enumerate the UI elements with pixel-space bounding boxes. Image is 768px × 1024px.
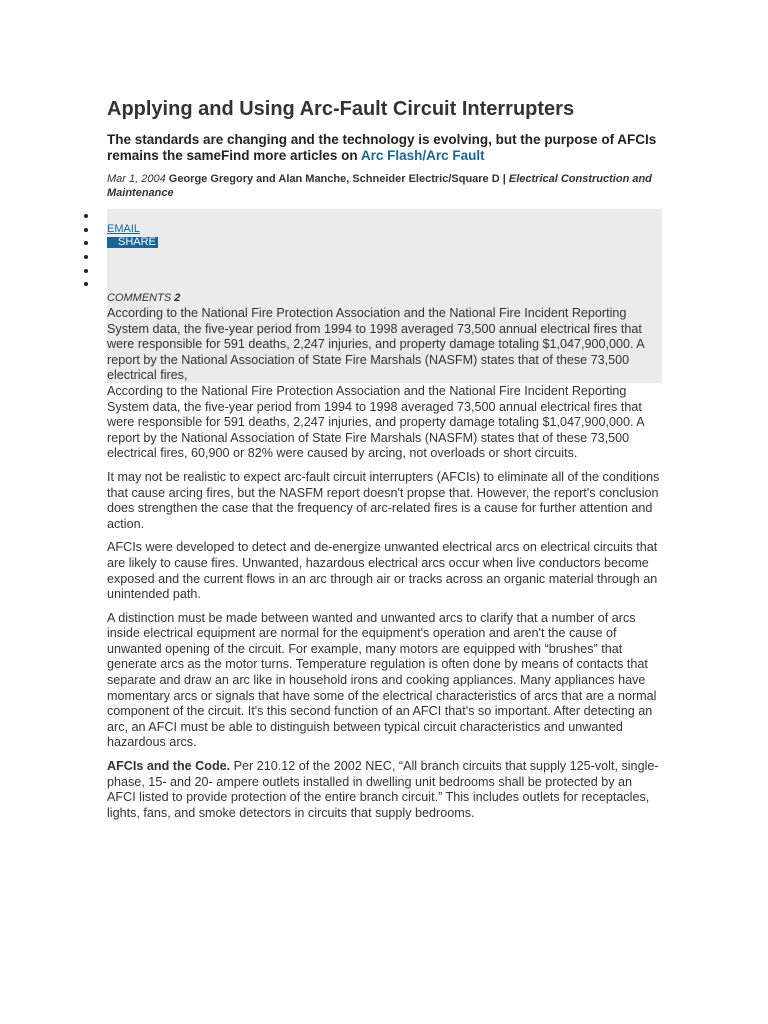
share-tool-item: [84, 209, 284, 223]
byline: [107, 172, 662, 200]
section-heading: AFCIs and the Code.: [107, 759, 231, 774]
article-header: [107, 96, 662, 210]
bullet-icon: [84, 228, 88, 232]
article-title: Applying and Using Arc-Fault Circuit Interrupters: [107, 98, 575, 120]
comments-number: 2: [174, 292, 181, 304]
article-paragraph: It may not be realistic to expect arc-fault circuit interrupters (AFCIs) to eliminate all of the conditions that cause arcing fires, but the NASFM report doesn't propse that. However, the report's conclusion does strengthen the case that the frequency of arc-related fires is a cause for further attention and action.: [107, 469, 660, 531]
authors: George Gregory and Alan Manche, Schneider Electric/Square D |: [168, 173, 506, 185]
email-link[interactable]: EMAIL: [107, 222, 141, 235]
share-tool-item: [84, 223, 284, 237]
bullet-icon: [84, 255, 88, 259]
share-tools-list: [84, 209, 284, 291]
share-tool-item: [84, 236, 284, 250]
comments-label: COMMENTS: [107, 292, 172, 304]
deck-text: The standards are changing and the technology is evolving, but the purpose of AFCIs remains the sameFind more articles on: [107, 132, 657, 163]
comments-count[interactable]: [107, 292, 180, 304]
share-tool-item: [84, 264, 284, 278]
article-paragraph: According to the National Fire Protection Association and the National Fire Incident Reporting System data, the five-year period from 1994 to 1998 averaged 73,500 annual electrical fires that were responsible for 591 deaths, 2,247 injuries, and property damage totaling $1,047,900,000. A report by the National Association of State Fire Marshals (NASFM) states that of these 73,500 electrical fires, 60,900 or 82% were caused by arcing, not overloads or short circuits.: [107, 383, 645, 461]
article-paragraph: AFCIs were developed to detect and de-energize unwanted electrical arcs on electrical circuits that are likely to cause fires. Unwanted, hazardous electrical arcs occur when live conductors become exposed and the current flows in an arc through air or tracks across an organic material through an unintended path.: [107, 540, 658, 602]
article-paragraph: [107, 759, 663, 821]
article-body: [107, 306, 663, 829]
publish-date: Mar 1, 2004: [107, 173, 166, 185]
bullet-icon: [84, 214, 88, 218]
article-paragraph: A distinction must be made between wanted and unwanted arcs to clarify that a number of arcs inside electrical equipment are normal for the equipment's operation and aren't the cause of unwanted opening of the circuit. For example, many motors are equipped with “brushes” that generate arcs as the motor turns. Temperature regulation is often done by means of contacts that separate and draw an arc like in household irons and cooking appliances. Many appliances have momentary arcs or signals that have some of the electrical characteristics of arcs that are a normal component of the circuit. It's this second function of an AFCI that's so important. After detecting an arc, an AFCI must be able to distinguish between typical circuit characteristics and unwanted hazardous arcs.: [107, 610, 657, 750]
share-tool-item: [84, 277, 284, 291]
article-deck: [107, 132, 662, 164]
bullet-icon: [84, 241, 88, 245]
category-link[interactable]: Arc Flash/Arc Fault: [360, 148, 485, 163]
article-teaser: According to the National Fire Protection Association and the National Fire Incident Reporting System data, the five-year period from 1994 to 1998 averaged 73,500 annual electrical fires that were responsible for 591 deaths, 2,247 injuries, and property damage totaling $1,047,900,000. A report by the National Association of State Fire Marshals (NASFM) states that of these 73,500 electrical fires,: [107, 306, 645, 383]
share-tool-item: [84, 250, 284, 264]
bullet-icon: [84, 282, 88, 286]
share-button[interactable]: SHARE: [107, 237, 158, 248]
bullet-icon: [84, 269, 88, 273]
publication-name: Electrical Construction and Maintenance: [107, 173, 652, 199]
section-text: Per 210.12 of the 2002 NEC, “All branch circuits that supply 125-volt, single-phase, 15- and 20- ampere outlets installed in dwelling unit bedrooms shall be protected by an AFCI listed to provide protection of the entire branch circuit.” This includes outlets for receptacles, lights, fans, and smoke detectors in circuits that supply bedrooms.: [107, 759, 659, 820]
